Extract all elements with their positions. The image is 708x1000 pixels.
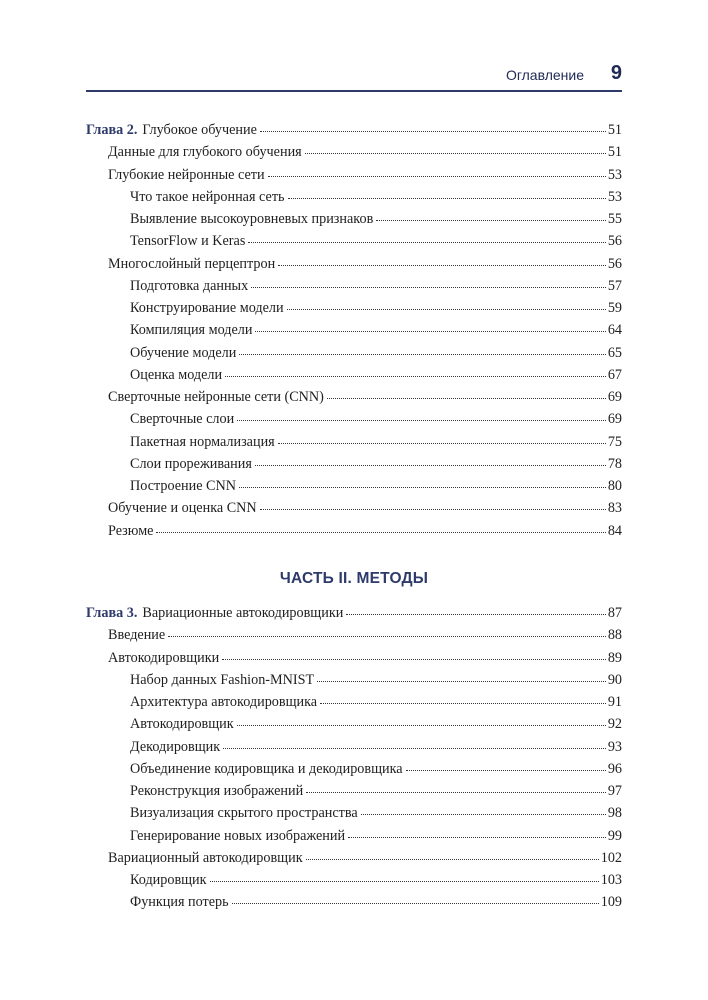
dot-leader — [278, 442, 606, 444]
dot-leader — [232, 902, 599, 904]
toc-subsection-entry[interactable] — [86, 671, 622, 693]
toc-entry-page: 90 — [607, 671, 622, 688]
toc-entry-title: Визуализация скрытого пространства — [130, 805, 358, 822]
dot-leader — [288, 197, 606, 199]
dot-leader — [237, 419, 606, 421]
toc-subsection-entry[interactable] — [86, 299, 622, 321]
header-title: Оглавление — [505, 67, 584, 83]
toc-entry-page: 83 — [607, 500, 622, 517]
toc-entry-title: Генерирование новых изображений — [130, 827, 346, 844]
toc-entry-title: Кодировщик — [130, 872, 207, 888]
toc-entry-title: Выявление высокоуровневых признаков — [130, 211, 374, 227]
toc-subsection-entry[interactable] — [86, 715, 622, 737]
dot-leader — [248, 241, 605, 243]
dot-leader — [210, 880, 599, 882]
toc-subsection-entry[interactable] — [86, 738, 622, 760]
toc-subsection-entry[interactable] — [86, 210, 622, 232]
dot-leader — [320, 702, 606, 704]
toc-entry-page: 57 — [607, 277, 622, 294]
toc-entry-title: Подготовка данных — [130, 277, 249, 294]
dot-leader — [255, 330, 605, 332]
toc-entry-page: 56 — [607, 233, 622, 250]
toc-entry-title: Данные для глубокого обучения — [108, 144, 302, 161]
dot-leader — [306, 858, 599, 860]
toc-chapter-entry[interactable] — [86, 604, 622, 626]
running-header — [86, 60, 622, 92]
dot-leader — [406, 769, 606, 771]
toc-entry-title: Объединение кодировщика и декодировщика — [130, 760, 403, 777]
toc-entry-page: 55 — [607, 211, 622, 227]
toc-entry-page: 69 — [607, 389, 622, 405]
toc-subsection-entry[interactable] — [86, 760, 622, 782]
dot-leader — [287, 308, 606, 310]
dot-leader — [268, 175, 606, 177]
dot-leader — [260, 130, 606, 132]
dot-leader — [346, 613, 606, 615]
toc-entry-title: Автокодировщики — [108, 649, 220, 666]
toc-entry-title: Вариационный автокодировщик — [108, 849, 303, 866]
toc-chapter-number: Глава 2. — [86, 122, 138, 138]
header-page-number: 9 — [610, 62, 622, 84]
dot-leader — [348, 836, 606, 838]
toc-entry-title: Конструирование модели — [130, 300, 284, 316]
toc-entry-title: Декодировщик — [130, 738, 221, 755]
dot-leader — [306, 791, 606, 793]
toc-entry-page: 84 — [607, 522, 622, 539]
toc-entry-page: 59 — [607, 300, 622, 316]
toc-entry-title: Обучение и оценка CNN — [108, 500, 257, 517]
dot-leader — [255, 464, 606, 466]
toc-subsection-entry[interactable] — [86, 366, 622, 388]
toc-entry-page: 51 — [607, 122, 622, 138]
toc-entry-page: 80 — [607, 478, 622, 494]
toc-section-entry[interactable] — [86, 166, 622, 188]
toc-entry-title: Построение CNN — [130, 478, 237, 494]
toc-list-chapter-3 — [86, 604, 622, 916]
toc-entry-page: 87 — [607, 605, 622, 621]
toc-entry-title: Глубокое обучение — [142, 122, 257, 138]
dot-leader — [305, 152, 606, 154]
toc-subsection-entry[interactable] — [86, 433, 622, 455]
dot-leader — [260, 508, 606, 510]
toc-list-chapter-2 — [86, 121, 622, 544]
toc-section-entry[interactable] — [86, 849, 622, 871]
toc-entry-title: Пакетная нормализация — [130, 433, 275, 450]
dot-leader — [278, 264, 606, 266]
toc-subsection-entry[interactable] — [86, 693, 622, 715]
toc-subsection-entry[interactable] — [86, 782, 622, 804]
toc-entry-page: 102 — [600, 849, 622, 866]
toc-entry-page: 99 — [607, 827, 622, 844]
dot-leader — [317, 680, 606, 682]
toc-entry-page: 92 — [607, 716, 622, 733]
toc-entry-title: Обучение модели — [130, 344, 237, 361]
toc-entry-page: 64 — [607, 322, 622, 339]
toc-entry-title: Глубокие нейронные сети — [108, 166, 265, 183]
toc-entry-page: 69 — [607, 411, 622, 428]
toc-entry-page: 67 — [607, 366, 622, 383]
toc-entry-title: Что такое нейронная сеть — [130, 188, 285, 205]
toc-subsection-entry[interactable] — [86, 455, 622, 477]
dot-leader — [225, 375, 606, 377]
toc-entry-title: Введение — [108, 627, 166, 644]
toc-entry-title: Набор данных Fashion-MNIST — [130, 671, 315, 688]
toc-entry-page: 96 — [607, 760, 622, 777]
toc-entry-page: 91 — [607, 694, 622, 710]
toc-entry-page: 53 — [607, 188, 622, 205]
dot-leader — [168, 635, 606, 637]
toc-entry-page: 93 — [607, 738, 622, 755]
toc-entry-title: Архитектура автокодировщика — [130, 694, 318, 710]
toc-entry-title: Функция потерь — [130, 894, 229, 911]
toc-entry-page: 109 — [600, 894, 622, 911]
toc-section-entry[interactable] — [86, 499, 622, 521]
toc-entry-title: Многослойный перцептрон — [108, 255, 276, 272]
toc-entry-page: 103 — [600, 872, 622, 888]
toc-entry-title: Сверточные слои — [130, 411, 235, 428]
dot-leader — [327, 397, 606, 399]
toc-entry-title: Оценка модели — [130, 366, 223, 383]
toc-chapter-entry[interactable] — [86, 121, 622, 143]
toc-entry-page: 88 — [607, 627, 622, 644]
toc-entry-title: Слои прореживания — [130, 455, 252, 472]
toc-section-entry[interactable] — [86, 522, 622, 544]
dot-leader — [361, 813, 606, 815]
toc-entry-title: Сверточные нейронные сети (CNN) — [108, 389, 324, 405]
toc-subsection-entry[interactable] — [86, 477, 622, 499]
toc-subsection-entry[interactable] — [86, 188, 622, 210]
toc-entry-title: Вариационные автокодировщики — [142, 605, 344, 621]
toc-entry-title: TensorFlow и Keras — [130, 233, 246, 250]
part-heading: ЧАСТЬ II. МЕТОДЫ — [279, 570, 429, 587]
toc-entry-page: 51 — [607, 144, 622, 161]
toc-subsection-entry[interactable] — [86, 277, 622, 299]
toc-section-entry[interactable] — [86, 388, 622, 410]
toc-entry-page: 89 — [607, 649, 622, 666]
dot-leader — [223, 747, 606, 749]
dot-leader — [239, 353, 605, 355]
toc-subsection-entry[interactable] — [86, 344, 622, 366]
toc-entry-title: Автокодировщик — [130, 716, 234, 733]
toc-entry-title: Реконструкция изображений — [130, 783, 304, 799]
toc-subsection-entry[interactable] — [86, 804, 622, 826]
dot-leader — [376, 219, 606, 221]
dot-leader — [222, 658, 606, 660]
dot-leader — [156, 531, 605, 533]
toc-entry-page: 53 — [607, 166, 622, 183]
toc-entry-page: 56 — [607, 255, 622, 272]
toc-subsection-entry[interactable] — [86, 893, 622, 915]
dot-leader — [251, 286, 606, 288]
toc-entry-title: Компиляция модели — [130, 322, 253, 339]
toc-section-entry[interactable] — [86, 649, 622, 671]
toc-entry-page: 78 — [607, 455, 622, 472]
toc-entry-title: Резюме — [108, 522, 154, 539]
toc-section-entry[interactable] — [86, 143, 622, 165]
toc-subsection-entry[interactable] — [86, 871, 622, 893]
dot-leader — [239, 486, 606, 488]
toc-entry-page: 75 — [607, 433, 622, 450]
toc-subsection-entry[interactable] — [86, 410, 622, 432]
dot-leader — [237, 724, 606, 726]
toc-subsection-entry[interactable] — [86, 321, 622, 343]
toc-section-entry[interactable] — [86, 626, 622, 648]
toc-entry-page: 65 — [607, 344, 622, 361]
toc-entry-page: 97 — [607, 783, 622, 799]
toc-chapter-number: Глава 3. — [86, 605, 138, 621]
toc-subsection-entry[interactable] — [86, 827, 622, 849]
toc-subsection-entry[interactable] — [86, 232, 622, 254]
toc-entry-page: 98 — [607, 805, 622, 822]
toc-section-entry[interactable] — [86, 255, 622, 277]
